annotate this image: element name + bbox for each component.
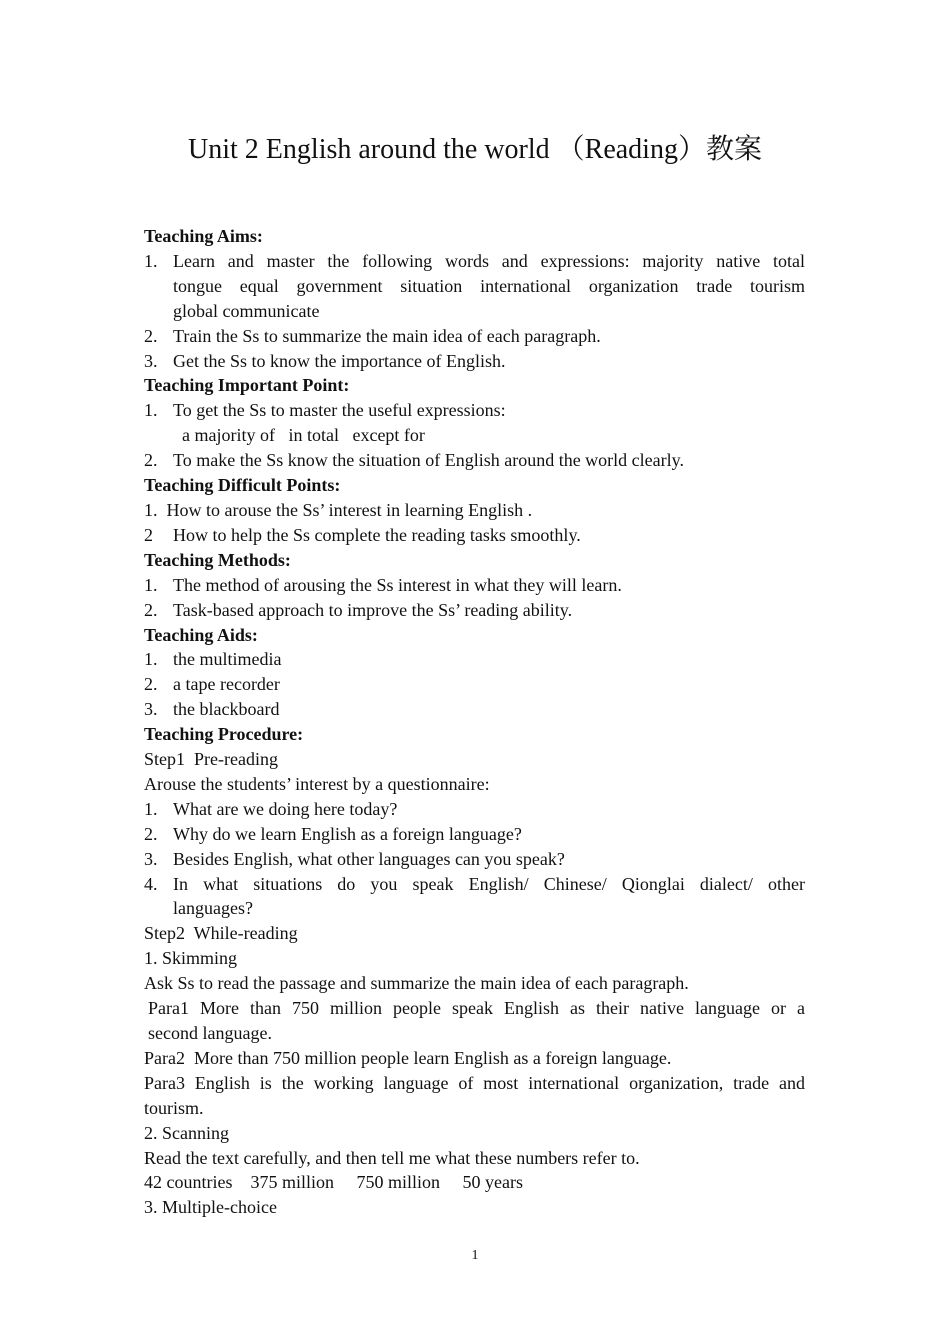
aids-item-2 [144, 672, 805, 697]
list-number: 1. [144, 574, 158, 595]
list-text: The method of arousing the Ss interest in what they will learn. [173, 574, 622, 595]
question-1 [144, 797, 805, 822]
question-4 [144, 872, 805, 922]
list-number: 2 [144, 524, 153, 545]
skimming-heading: 1. Skimming [144, 948, 238, 969]
page-number: 1 [471, 1248, 479, 1263]
questionnaire-intro: Arouse the students’ interest by a questionnaire: [144, 773, 490, 794]
question-2 [144, 822, 805, 847]
aims-item-1-line-2: tongue equal government situation international organization trade tourism [173, 275, 805, 296]
list-number: 2. [144, 450, 158, 471]
important-item-2 [144, 448, 805, 473]
aims-item-1-line-3: global communicate [173, 300, 320, 321]
list-text: Besides English, what other languages can you speak? [173, 848, 565, 869]
list-number: 1. [144, 649, 158, 670]
lesson-plan-body [144, 224, 805, 1220]
list-text: a tape recorder [173, 674, 280, 695]
list-number: 4. [144, 873, 158, 894]
question-4-line-2: languages? [173, 898, 253, 919]
list-text: To get the Ss to master the useful expressions: [173, 400, 506, 421]
step2-heading: Step2 While-reading [144, 923, 298, 944]
list-text: the multimedia [173, 649, 282, 670]
para1-line-1: Para1 More than 750 million people speak English as their native language or a [148, 998, 805, 1019]
para3-line-1: Para3 English is the working language of most international organization, trade and [144, 1072, 805, 1093]
para1-line-2: second language. [148, 1023, 272, 1043]
expressions-line: a majority of in total except for [182, 425, 425, 446]
procedure-heading: Teaching Procedure: [144, 724, 304, 745]
list-text: Train the Ss to summarize the main idea of each paragraph. [173, 325, 601, 346]
aims-item-1 [144, 249, 805, 324]
list-number: 1. [144, 798, 158, 819]
methods-heading: Teaching Methods: [144, 549, 291, 570]
scanning-intro: Read the text carefully, and then tell me what these numbers refer to. [144, 1147, 640, 1168]
list-number: 1. [144, 400, 158, 421]
para3-summary [144, 1071, 805, 1121]
question-4-line-1 [173, 872, 805, 897]
aims-item-3 [144, 349, 805, 374]
page-title: Unit 2 English around the world （Reading）教案 [188, 134, 762, 165]
aims-item-1-line-1: Learn and master the following words and expressions: majority native total [173, 250, 805, 271]
difficult-item-1: 1. How to arouse the Ss’ interest in learning English . [144, 499, 533, 520]
question-4-line-1-text: In what situations do you speak English/ Chinese/ Qionglai dialect/ other [173, 873, 805, 894]
question-3 [144, 847, 805, 872]
list-text: How to help the Ss complete the reading tasks smoothly. [173, 524, 581, 545]
list-text: What are we doing here today? [173, 798, 398, 819]
para3-line-2: tourism. [144, 1097, 204, 1118]
list-text: Task-based approach to improve the Ss’ reading ability. [173, 599, 573, 620]
skimming-intro: Ask Ss to read the passage and summarize the main idea of each paragraph. [144, 973, 689, 994]
difficult-item-2 [144, 523, 805, 548]
list-number: 2. [144, 674, 158, 695]
aims-heading: Teaching Aims: [144, 226, 263, 246]
list-text: Why do we learn English as a foreign language? [173, 823, 522, 844]
list-number: 2. [144, 823, 158, 844]
list-number: 2. [144, 325, 158, 346]
methods-item-1 [144, 573, 805, 598]
multiple-choice-heading: 3. Multiple-choice [144, 1197, 277, 1218]
para1-summary [144, 996, 805, 1046]
para2-summary: Para2 More than 750 million people learn English as a foreign language. [144, 1047, 672, 1068]
important-heading: Teaching Important Point: [144, 375, 350, 396]
step1-heading: Step1 Pre-reading [144, 749, 278, 770]
list-number: 3. [144, 848, 158, 869]
important-item-1 [144, 398, 805, 423]
list-number: 1. [144, 250, 158, 271]
aids-heading: Teaching Aids: [144, 624, 258, 645]
list-text: To make the Ss know the situation of English around the world clearly. [173, 450, 684, 471]
aims-item-2 [144, 324, 805, 349]
scanning-heading: 2. Scanning [144, 1122, 229, 1143]
list-number: 3. [144, 699, 158, 720]
list-text: the blackboard [173, 699, 280, 720]
aids-item-1 [144, 647, 805, 672]
methods-item-2 [144, 598, 805, 623]
numbers-line: 42 countries 375 million 750 million 50 years [144, 1172, 523, 1193]
aids-item-3 [144, 697, 805, 722]
list-text: Get the Ss to know the importance of English. [173, 350, 506, 371]
list-number: 3. [144, 350, 158, 371]
list-number: 2. [144, 599, 158, 620]
difficult-heading: Teaching Difficult Points: [144, 475, 341, 496]
